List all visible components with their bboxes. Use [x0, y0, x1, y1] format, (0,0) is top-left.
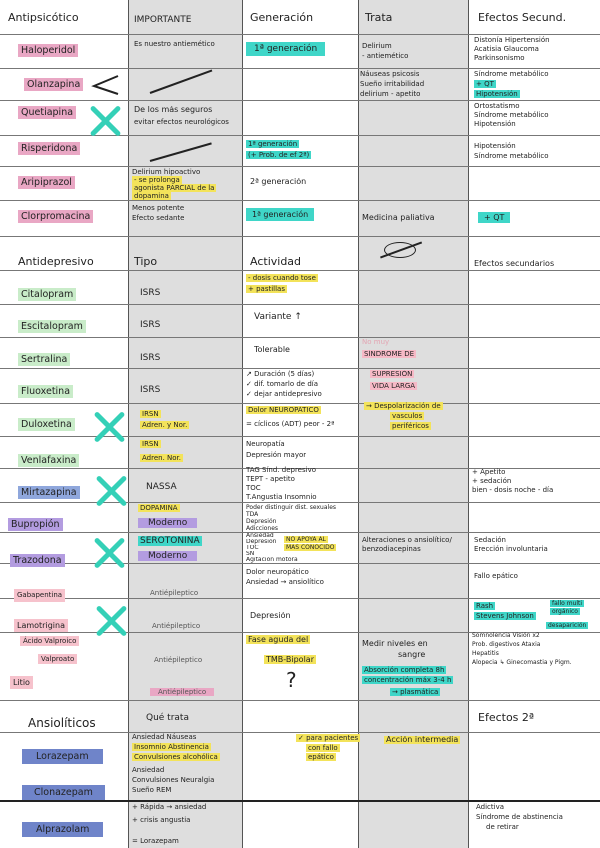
- header-antipsicotico: Antipsicótico: [8, 12, 79, 24]
- drug-mirtazapina: Mirtazapina: [18, 486, 80, 499]
- type-label: ISRS: [140, 288, 161, 298]
- generation-label: 1ª generación: [248, 140, 298, 148]
- effect-text: Síndrome metabólico: [474, 111, 549, 119]
- effect-text: Erección involuntaria: [474, 545, 548, 553]
- grid-line: [0, 68, 600, 69]
- treats-text: sangre: [398, 651, 426, 659]
- header-que-trata: Qué trata: [146, 713, 189, 723]
- treats-text: Convulsiones Neuralgia: [132, 776, 215, 784]
- treats-text: delirium - apetito: [360, 90, 421, 98]
- activity-text: Adicciones: [246, 525, 279, 532]
- effect-text: Alopecia ↳ Ginecomastia y Pigm.: [472, 659, 572, 666]
- header-importante: IMPORTANTE: [134, 15, 192, 25]
- effect-text: Somnolencia Visión x2: [472, 632, 540, 639]
- effect-text: Prob. digestivos Ataxia: [472, 641, 541, 648]
- activity-text: Depresión mayor: [246, 451, 307, 459]
- grid-line: [0, 200, 600, 201]
- important-text: De los más seguros: [134, 106, 213, 114]
- grid-line: [0, 563, 600, 564]
- type-label: NASSA: [146, 482, 177, 492]
- grid-line: [0, 502, 600, 503]
- header-generacion: Generación: [250, 12, 314, 24]
- header-tipo: Tipo: [134, 256, 158, 268]
- important-text: evitar efectos neurológicos: [134, 118, 229, 126]
- important-text: Delirium hipoactivo: [132, 168, 201, 176]
- grid-line: [0, 732, 600, 733]
- treats-text: + Rápida → ansiedad: [132, 803, 207, 811]
- effect-text: bien - dosis noche - día: [472, 486, 554, 494]
- activity-text: = cíclicos (ADT) peor - 2ª: [246, 420, 335, 428]
- grid-line: [0, 368, 600, 369]
- activity-text: TAG Sínd. depresivo: [246, 466, 317, 474]
- activity-text: con fallo: [308, 744, 338, 752]
- effect-text: Hipotensión: [476, 90, 518, 98]
- drug-trazodona: Trazodona: [10, 554, 65, 567]
- activity-text: TEPT - apetito: [246, 475, 295, 483]
- treats-text: benzodiacepinas: [362, 545, 421, 553]
- activity-text: TOC: [246, 484, 261, 492]
- activity-text: Poder distinguir dist. sexuales: [246, 504, 337, 511]
- effect-text: Adictiva: [476, 803, 505, 811]
- type-label: IRSN: [142, 440, 159, 448]
- grid-line: [0, 436, 600, 437]
- type-label: Antiépileptico: [150, 688, 214, 696]
- type-label: ISRS: [140, 320, 161, 330]
- type-label: ISRS: [140, 385, 161, 395]
- type-label: Adren. Nor.: [142, 454, 182, 462]
- treats-text: VIDA LARGA: [372, 382, 416, 390]
- activity-text: ✓ para pacientes: [298, 734, 359, 742]
- treats-text: Absorción completa 8h: [364, 666, 445, 674]
- treats-text: - antiemético: [362, 52, 409, 60]
- effect-text: Síndrome de abstinencia: [476, 813, 563, 821]
- grid-line: [0, 304, 600, 305]
- activity-text: Dolor NEUROPÁTICO: [248, 406, 319, 414]
- drug-valproato: Valproato: [38, 654, 77, 664]
- drug-lorazepam: Lorazepam: [22, 749, 103, 764]
- treats-text: Sueño irritabilidad: [360, 80, 425, 88]
- activity-text: Depresión: [250, 612, 291, 620]
- generation-label: 2ª generación: [250, 178, 307, 186]
- type-label: IRSN: [142, 410, 159, 418]
- header-ansioliticos: Ansiolíticos: [28, 716, 96, 730]
- effect-text: Hepatitis: [472, 650, 499, 657]
- effect-text: Sedación: [474, 536, 506, 544]
- activity-text: Agitación motora: [246, 557, 298, 563]
- activity-text: Dolor neuropático: [246, 568, 309, 576]
- activity-note: MÁS CONOCIDO: [286, 544, 335, 551]
- treats-text: SUPRESIÓN: [372, 370, 413, 378]
- generation-label: 1ª generación: [246, 42, 325, 56]
- important-text: dopamina: [134, 192, 169, 200]
- grid-line: [0, 337, 600, 338]
- grid-line: [0, 598, 600, 599]
- activity-text: Fase aguda del: [248, 635, 309, 644]
- drug-olanzapina: Olanzapina: [24, 78, 83, 91]
- treats-text: Sueño REM: [132, 786, 172, 794]
- activity-text: Neuropatía: [246, 440, 285, 448]
- grid-line: [0, 34, 600, 35]
- effect-text: Síndrome metabólico: [474, 152, 549, 160]
- grid-line: [0, 532, 600, 533]
- treats-text: + crisis angustia: [132, 816, 191, 824]
- treats-text: Delirium: [362, 42, 392, 50]
- drug-venlafaxina: Venlafaxina: [18, 454, 79, 467]
- important-text: agonista PARCIAL de la: [134, 184, 215, 192]
- effect-text: Síndrome metabólico: [474, 70, 549, 78]
- grid-line: [242, 0, 243, 848]
- header-efectos-2: Efectos 2ª: [478, 712, 535, 724]
- effect-text: + sedación: [472, 477, 512, 485]
- treats-text: vasculos: [392, 412, 423, 420]
- treats-text: Ansiedad: [132, 766, 165, 774]
- effect-text: Ortostatismo: [474, 102, 520, 110]
- activity-text: Ansiedad: [246, 533, 274, 539]
- generation-label: 1ª generación: [246, 208, 314, 221]
- activity-note: NO APOYA AL: [286, 536, 326, 543]
- grid-line: [0, 800, 600, 802]
- effect-text: Parkinsonismo: [474, 54, 525, 62]
- effect-text: orgánico: [552, 608, 578, 615]
- cross-mark-icon: [92, 410, 126, 444]
- grid-line: [0, 700, 600, 701]
- generation-label: (+ Prob. de ef 2ª): [248, 151, 310, 159]
- type-label: Antiépileptico: [154, 656, 203, 664]
- grid-line: [0, 100, 600, 101]
- grid-line: [0, 403, 600, 404]
- cross-mark-icon: [94, 474, 128, 508]
- drug-litio: Litio: [10, 676, 33, 689]
- activity-text: Depresión: [246, 518, 277, 525]
- activity-text: Variante ↑: [254, 312, 302, 322]
- effect-text: + QT: [478, 212, 510, 223]
- activity-text: Ansiedad → ansiolítico: [246, 578, 324, 586]
- crossed-circle-icon: [384, 242, 416, 258]
- drug-fluoxetina: Fluoxetina: [18, 385, 73, 398]
- type-label: Adren. y Nor.: [142, 421, 188, 429]
- important-text: - se prolonga: [134, 176, 180, 184]
- drug-risperidona: Risperidona: [18, 142, 80, 155]
- effect-text: desaparición: [548, 622, 587, 629]
- treats-text: Convulsiones alcohólica: [134, 753, 218, 761]
- type-label: DOPAMINA: [140, 504, 178, 512]
- effect-text: Hipotensión: [474, 142, 516, 150]
- drug-gabapentina: Gabapentina: [14, 589, 65, 602]
- grid-line: [358, 0, 359, 848]
- cross-mark-icon: [94, 604, 128, 638]
- type-label: Moderno: [138, 551, 197, 561]
- treats-text: periféricos: [392, 422, 429, 430]
- treats-text: Ansiedad Náuseas: [132, 733, 197, 741]
- drug-escitalopram: Escitalopram: [18, 320, 86, 333]
- important-text: Menos potente: [132, 204, 185, 212]
- effect-text: Fallo epático: [474, 572, 518, 580]
- treats-text: Alteraciones o ansiolítico/: [362, 536, 452, 544]
- treats-text: → Despolarización de: [366, 402, 441, 410]
- type-label: SEROTONINA: [140, 536, 200, 546]
- activity-text: TDA: [246, 511, 259, 518]
- drug-clonazepam: Clonazepam: [22, 785, 105, 800]
- header-antidepresivo: Antidepresivo: [18, 256, 94, 268]
- type-label: ISRS: [140, 353, 161, 363]
- important-text: Efecto sedante: [132, 214, 185, 222]
- drug-haloperidol: Haloperidol: [18, 44, 78, 57]
- treats-text: = Lorazepam: [132, 837, 179, 845]
- treats-text: Acción intermedia: [386, 736, 459, 744]
- header-actividad: Actividad: [250, 256, 302, 268]
- header-efectos: Efectos Secund.: [478, 12, 567, 24]
- treats-text: Insomnio Abstinencia: [134, 743, 209, 751]
- drug-alprazolam: Alprazolam: [22, 822, 103, 837]
- question-mark: ?: [286, 668, 297, 692]
- drug-citalopram: Citalopram: [18, 288, 76, 301]
- drug-acido-valproico: Ácido Valproico: [20, 636, 79, 646]
- treats-text: Medir niveles en: [362, 640, 428, 648]
- header-efectos-secundarios: Efectos secundarios: [474, 259, 555, 268]
- drug-clorpromacina: Clorpromacina: [18, 210, 93, 223]
- effect-text: + QT: [476, 80, 494, 88]
- activity-text: TMB-Bipolar: [266, 655, 314, 664]
- activity-text: Depresión: [246, 539, 277, 545]
- grid-line: [128, 0, 129, 848]
- activity-text: Tolerable: [254, 346, 290, 354]
- treats-text: concentración máx 3-4 h: [364, 676, 452, 684]
- activity-text: - dosis cuando tose: [248, 274, 316, 282]
- treats-text: SÍNDROME DE: [364, 350, 415, 358]
- effect-text: fallo multi: [552, 600, 583, 607]
- cross-mark-icon: [88, 104, 122, 138]
- drug-aripiprazol: Aripiprazol: [18, 176, 75, 189]
- activity-text: epático: [308, 753, 334, 761]
- activity-text: ↗ Duración (5 días): [246, 370, 315, 378]
- effect-text: de retirar: [486, 823, 519, 831]
- cross-mark-icon: [92, 536, 126, 570]
- activity-text: + pastillas: [248, 285, 285, 293]
- activity-text: SN: [246, 551, 255, 557]
- type-label: Antiépileptico: [150, 589, 199, 597]
- treats-text: Medicina paliativa: [362, 214, 435, 222]
- grid-line: [468, 0, 469, 848]
- effect-text: Hipotensión: [474, 120, 516, 128]
- type-label: Moderno: [138, 518, 197, 528]
- drug-duloxetina: Duloxetina: [18, 418, 75, 431]
- activity-text: T.Angustia Insomnio: [246, 493, 317, 501]
- treats-text: Náuseas psicosis: [360, 70, 420, 78]
- effect-text: Distonía Hipertensión: [474, 36, 550, 44]
- grid-line: [0, 270, 600, 271]
- activity-text: ✓ dif. tomarlo de día: [246, 380, 319, 388]
- effect-text: + Apetito: [472, 468, 506, 476]
- grid-line: [0, 236, 600, 237]
- important-text: Es nuestro antiemético: [134, 40, 215, 48]
- drug-quetiapina: Quetiapina: [18, 106, 76, 119]
- effect-text: Acatisia Glaucoma: [474, 45, 539, 53]
- type-label: Antiépileptico: [152, 622, 201, 630]
- treats-text: → plasmática: [392, 688, 439, 696]
- drug-sertralina: Sertralina: [18, 353, 70, 366]
- header-trata: Trata: [365, 12, 393, 24]
- drug-lamotrigina: Lamotrigina: [14, 619, 68, 632]
- effect-text: Stevens Johnson: [476, 612, 534, 620]
- grid-line: [0, 166, 600, 167]
- drug-bupropion: Bupropión: [8, 518, 63, 531]
- treats-text: No muy: [362, 338, 390, 346]
- activity-text: ✓ dejar antidepresivo: [246, 390, 322, 398]
- effect-text: Rash: [476, 602, 494, 610]
- arrow-left-icon: [88, 74, 122, 96]
- activity-text: TOC: [246, 545, 259, 551]
